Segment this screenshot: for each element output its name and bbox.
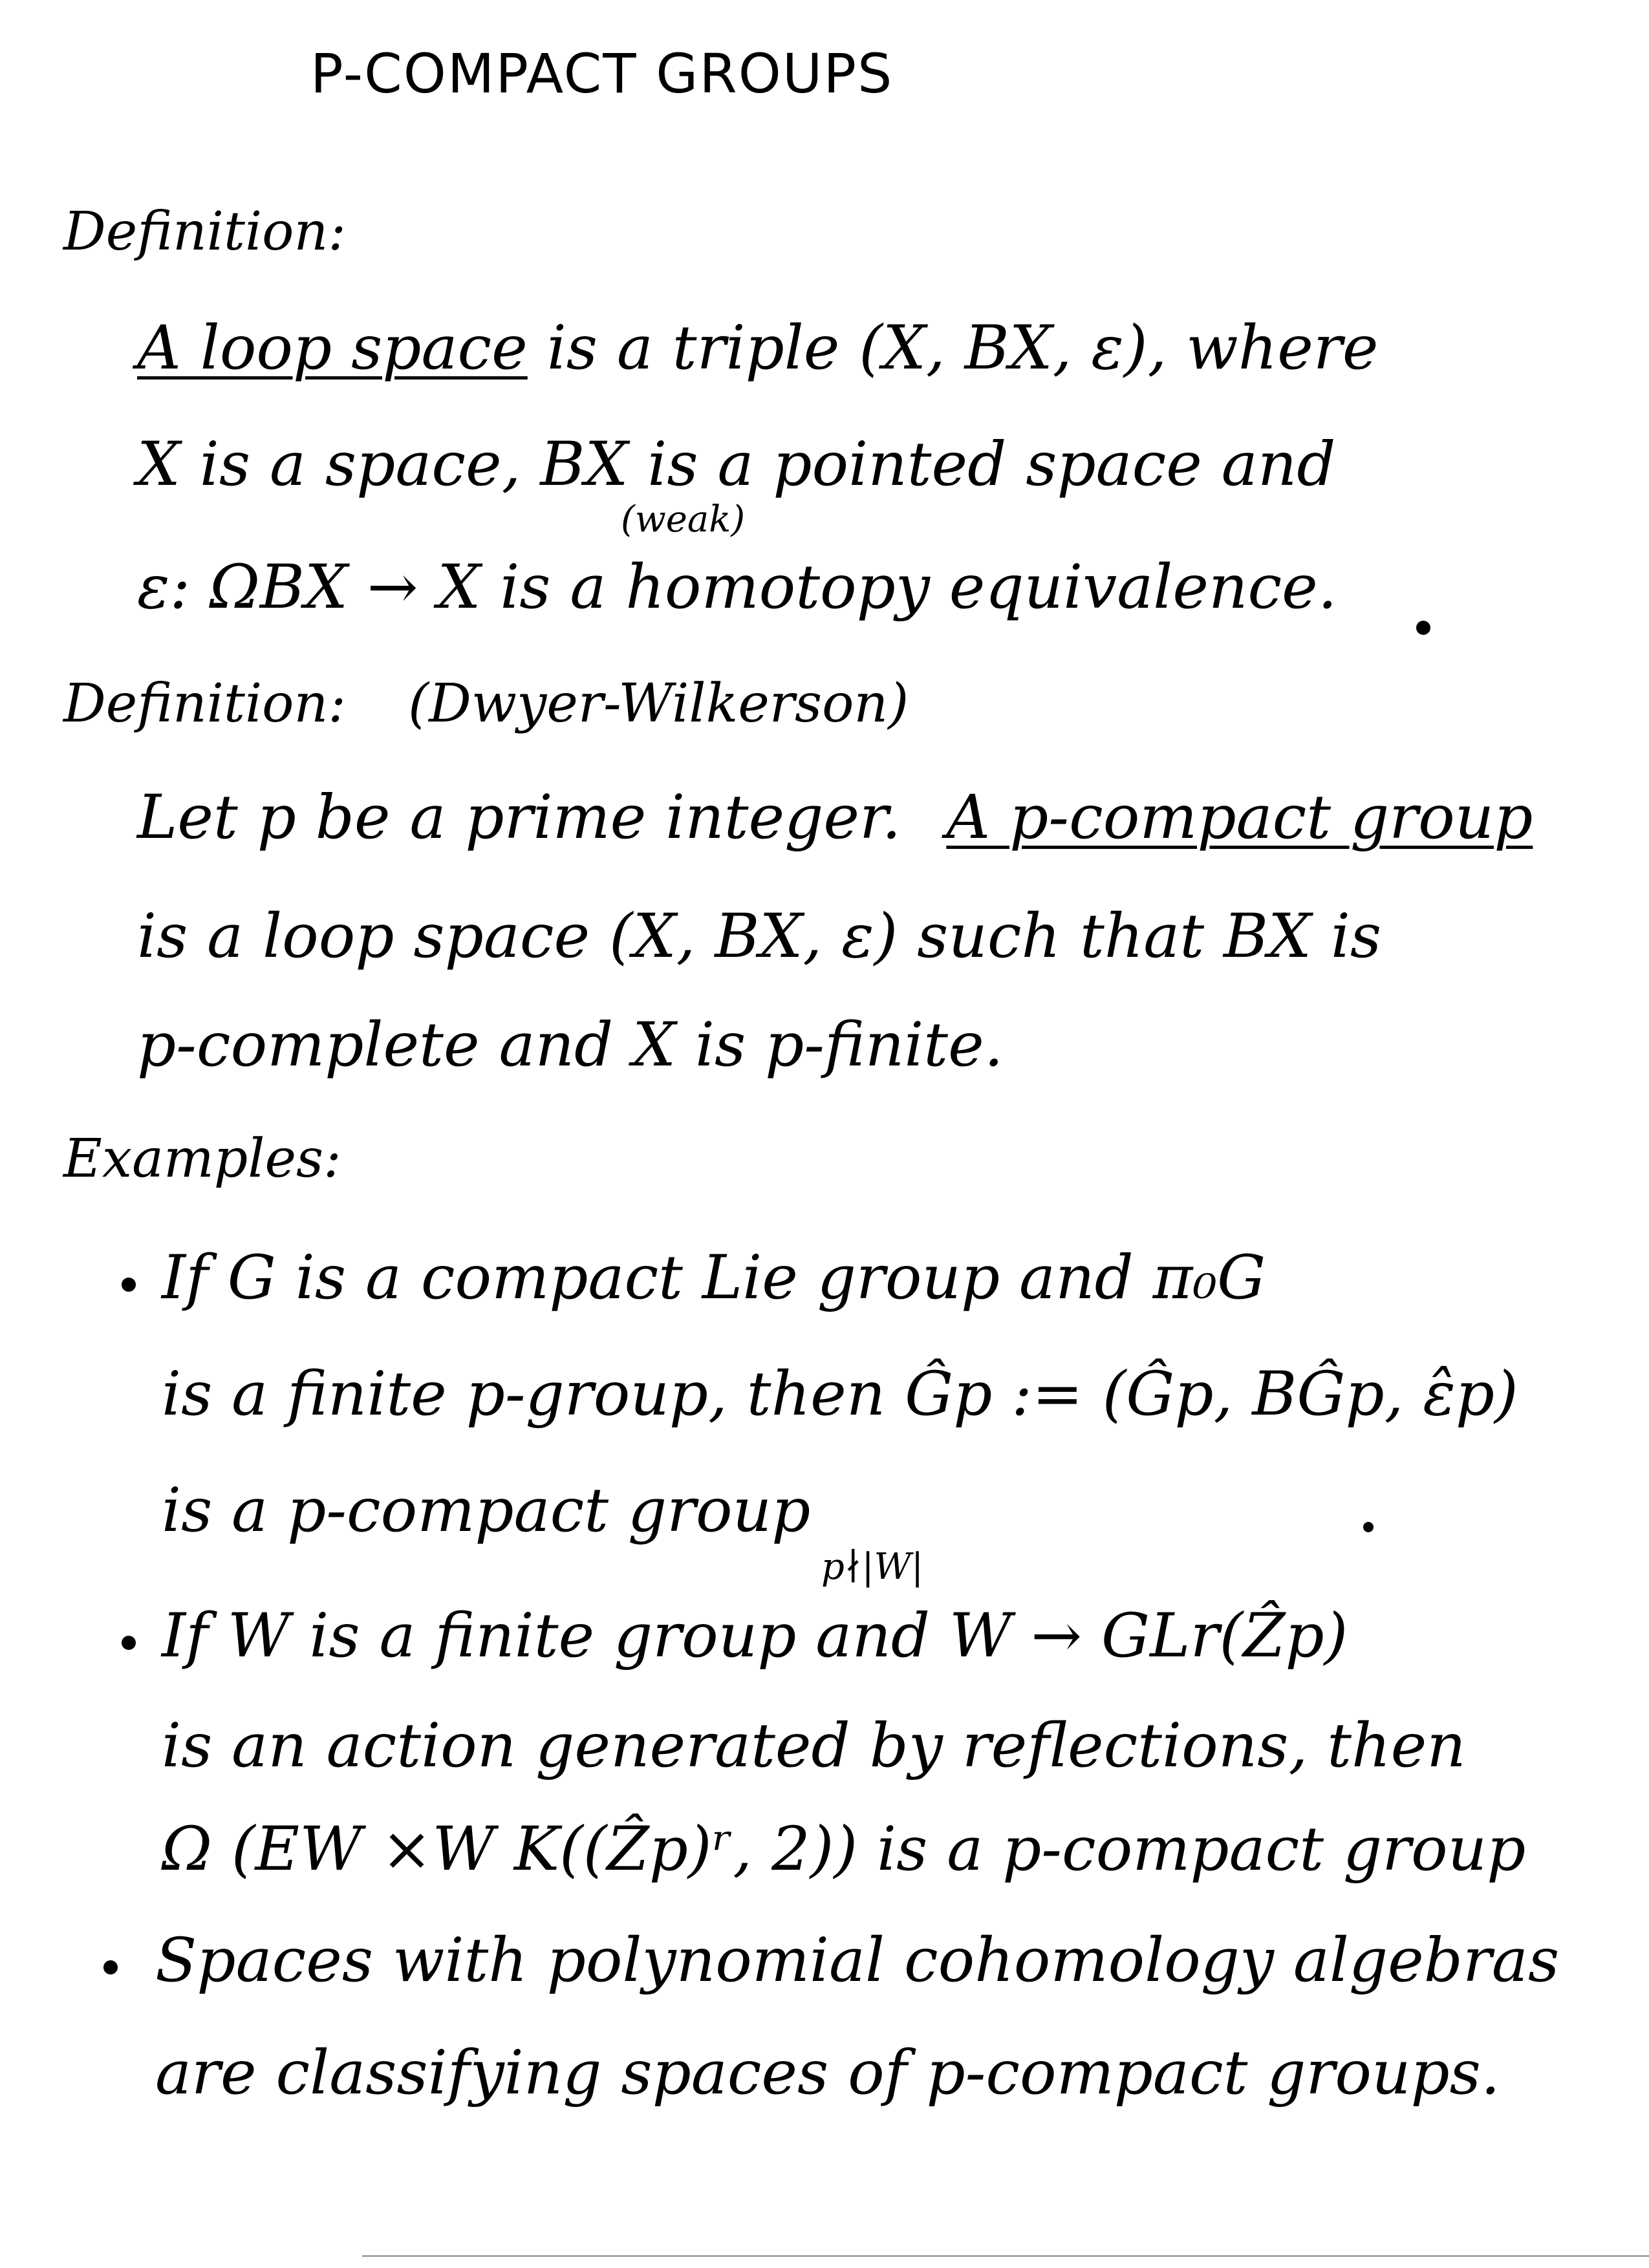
annotation-weak: (weak) [621,498,746,540]
annotation-p-not-divides-order: p∤|W| [821,1546,923,1588]
example-1-line-2: is a finite p-group, then Ĝp := (Ĝp, BĜp, ε̂p) [162,1359,1518,1429]
example-1-line-1: If G is a compact Lie group and π₀G [162,1243,1266,1313]
page-title: P-COMPACT GROUPS [310,42,894,105]
definition-2-attribution: (Dwyer-Wilkerson) [408,673,909,734]
definition-2-line-3: p-complete and X is p-finite. [137,1010,1004,1080]
example-3-line-1: Spaces with polynomial cohomology algebras [155,1925,1560,1996]
stray-mark [1363,1522,1374,1532]
bullet-1 [122,1278,136,1292]
term-p-compact-group: A p-compact group [946,782,1533,853]
example-1-line-3: is a p-compact group [162,1475,811,1546]
examples-heading: Examples: [63,1128,341,1190]
definition-1-line-3: ε: ΩBX → X is a homotopy equivalence. [137,552,1337,623]
definition-heading-2 [63,673,909,734]
definition-1-line-2: X is a space, BX is a pointed space and [137,429,1336,500]
definition-2-line-2: is a loop space (X, BX, ε) such that BX is [137,901,1382,972]
example-2-line-3: Ω (EW ×W K((Ẑp)ʳ, 2)) is a p-compact group [162,1814,1526,1885]
scan-edge-line [362,2255,1649,2257]
term-loop-space: A loop space [137,313,528,383]
example-2-line-2: is an action generated by reflections, then [162,1711,1466,1781]
bullet-3 [103,1960,118,1974]
definition-heading-1: Definition: [63,201,346,262]
definition-2-heading-label: Definition: [63,673,346,734]
bullet-2 [122,1636,136,1650]
stray-mark [1416,621,1430,635]
definition-2-line-1-start: Let p be a prime integer. [137,782,901,853]
example-3-line-2: are classifying spaces of p-compact groups. [155,2038,1500,2108]
definition-1-line-1 [137,313,1379,383]
definition-1-line-1-rest: is a triple (X, BX, ε), where [546,313,1379,383]
example-2-line-1: If W is a finite group and W → GLr(Ẑp) [162,1601,1348,1671]
definition-2-line-1 [137,782,1533,853]
